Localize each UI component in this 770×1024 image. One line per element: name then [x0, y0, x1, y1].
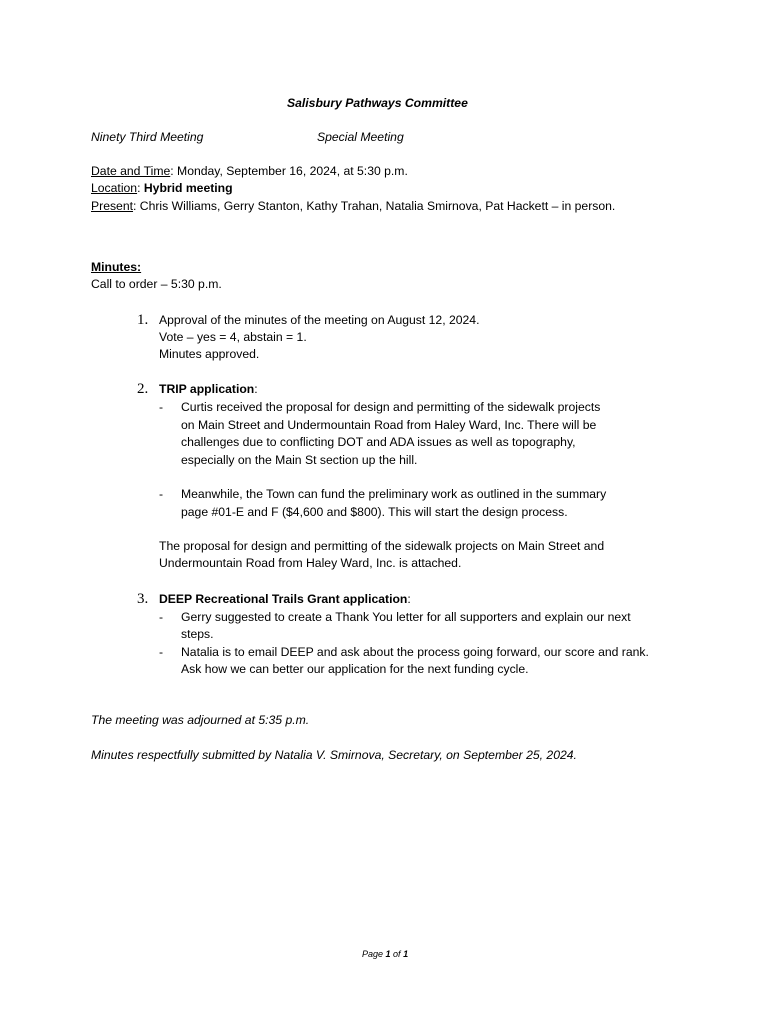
date-label: Date and Time [91, 164, 171, 178]
item-number: 1. [137, 312, 149, 328]
bullet-line: Curtis received the proposal for design and permitting of the sidewalk projects [181, 400, 601, 414]
date-time-line [91, 164, 408, 179]
meeting-type: Special Meeting [317, 130, 404, 144]
bullet-line: especially on the Main St section up the hill. [181, 453, 418, 467]
bullet-marker: - [159, 610, 164, 624]
bullet-line: Meanwhile, the Town can fund the preliminary work as outlined in the summary [181, 487, 607, 501]
location-line [91, 181, 233, 196]
adjourned-note: The meeting was adjourned at 5:35 p.m. [91, 713, 310, 727]
item-heading-suffix: : [254, 382, 258, 396]
page-footer [362, 948, 408, 960]
bullet-line: Natalia is to email DEEP and ask about the process going forward, our score and rank. [181, 645, 649, 659]
present-label: Present [91, 199, 134, 213]
item-heading: TRIP application [159, 382, 255, 396]
meeting-number: Ninety Third Meeting [91, 130, 204, 144]
location-value: Hybrid meeting [143, 181, 233, 195]
bullet-line: Gerry suggested to create a Thank You letter for all supporters and explain our next [181, 610, 631, 624]
item-line: Minutes approved. [159, 347, 260, 361]
item-note-line: The proposal for design and permitting of the sidewalk projects on Main Street and [159, 539, 605, 553]
item-heading-suffix: : [407, 592, 411, 606]
location-sep: : [137, 181, 144, 195]
item-heading-line [159, 382, 258, 397]
submitted-note: Minutes respectfully submitted by Natalia V. Smirnova, Secretary, on September 25, 2024. [91, 748, 577, 762]
bullet-line: page #01-E and F ($4,600 and $800). This will start the design process. [181, 505, 568, 519]
date-value: : Monday, September 16, 2024, at 5:30 p.m. [170, 164, 408, 178]
page-number: 1 [385, 949, 391, 959]
location-label: Location [91, 181, 138, 195]
item-line: Approval of the minutes of the meeting on August 12, 2024. [159, 313, 480, 327]
page-word: Page [362, 949, 386, 959]
present-value: : Chris Williams, Gerry Stanton, Kathy Trahan, Natalia Smirnova, Pat Hackett – in person. [133, 199, 616, 213]
minutes-heading: Minutes: [91, 260, 142, 274]
document-title: Salisbury Pathways Committee [287, 96, 468, 110]
bullet-line: steps. [181, 627, 214, 641]
call-to-order: Call to order – 5:30 p.m. [91, 277, 222, 291]
present-line [91, 199, 615, 214]
item-number: 3. [137, 591, 149, 607]
bullet-marker: - [159, 487, 164, 501]
bullet-line: challenges due to conflicting DOT and ADA issues as well as topography, [181, 435, 576, 449]
item-line: Vote – yes = 4, abstain = 1. [159, 330, 307, 344]
item-heading-line [159, 592, 411, 607]
bullet-line: Ask how we can better our application for the next funding cycle. [181, 662, 529, 676]
bullet-marker: - [159, 645, 164, 659]
item-note-line: Undermountain Road from Haley Ward, Inc. is attached. [159, 556, 462, 570]
item-heading: DEEP Recreational Trails Grant application [159, 592, 408, 606]
item-number: 2. [137, 381, 149, 397]
bullet-line: on Main Street and Undermountain Road from Haley Ward, Inc. There will be [181, 418, 597, 432]
bullet-marker: - [159, 400, 164, 414]
of-word: of [390, 949, 404, 959]
page-total: 1 [403, 949, 409, 959]
